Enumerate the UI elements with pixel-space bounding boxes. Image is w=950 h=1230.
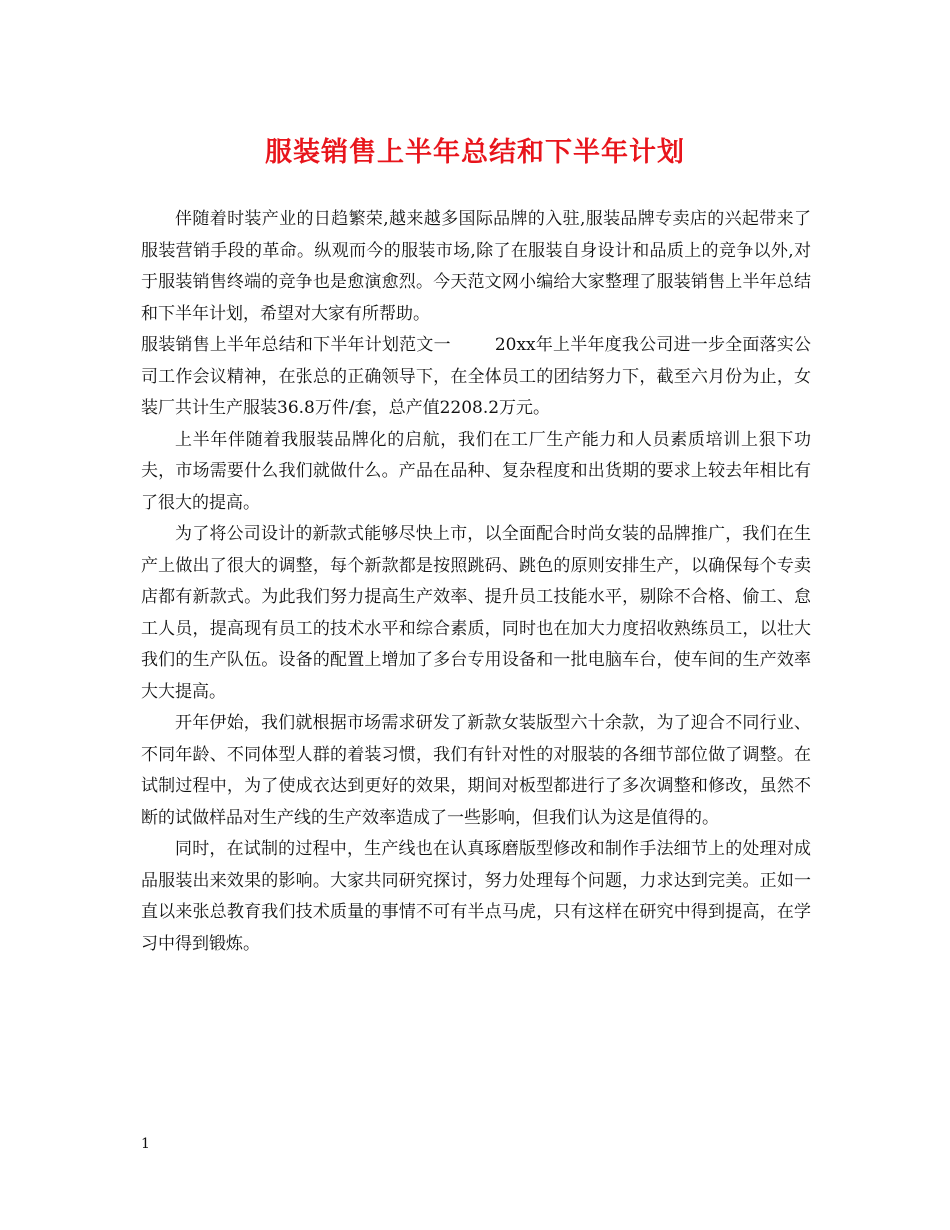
- sample-heading: 服装销售上半年总结和下半年计划范文一: [141, 335, 451, 355]
- document-title: 服装销售上半年总结和下半年计划: [265, 137, 685, 168]
- intro-paragraph: 伴随着时装产业的日趋繁荣,越来越多国际品牌的入驻,服装品牌专卖店的兴起带来了服装营销手段的革命。纵观而今的服装市场,除了在服装自身设计和品质上的竞争以外,对于服装销售终端的竞争也是愈演愈烈。今天范文网小编给大家整理了服装销售上半年总结和下半年计划，希望对大家有所帮助。: [141, 209, 811, 324]
- body-paragraph: 上半年伴随着我服装品牌化的启航，我们在工厂生产能力和人员素质培训上狠下功夫，市场需要什么我们就做什么。产品在品种、复杂程度和出货期的要求上较去年相比有了很大的提高。: [141, 429, 811, 513]
- page-number: 1: [141, 1136, 150, 1152]
- body-paragraph: 为了将公司设计的新款式能够尽快上市，以全面配合时尚女装的品牌推广，我们在生产上做出了很大的调整，每个新款都是按照跳码、跳色的原则安排生产，以确保每个专卖店都有新款式。为此我们努力提高生产效率、提升员工技能水平，剔除不合格、偷工、怠工人员，提高现有员工的技术水平和综合素质，同时也在加大力度招收熟练员工，以壮大我们的生产队伍。设备的配置上增加了多台专用设备和一批电脑车台，使车间的生产效率大大提高。: [141, 524, 811, 702]
- body-paragraph: 开年伊始，我们就根据市场需求研发了新款女装版型六十余款，为了迎合不同行业、不同年龄、不同体型人群的着装习惯，我们有针对性的对服装的各细节部位做了调整。在试制过程中，为了使成衣达到更好的效果，期间对板型都进行了多次调整和修改，虽然不断的试做样品对生产线的生产效率造成了一些影响，但我们认为这是值得的。: [141, 713, 811, 828]
- body-paragraph: 同时，在试制的过程中，生产线也在认真琢磨版型修改和制作手法细节上的处理对成品服装出来效果的影响。大家共同研究探讨，努力处理每个问题，力求达到完美。正如一直以来张总教育我们技术质量的事情不可有半点马虎，只有这样在研究中得到提高，在学习中得到锻炼。: [141, 839, 811, 954]
- sample-text: 20xx年上半年度我公司进一步全面落实公司工作会议精神，在张总的正确领导下，在全体员工的团结努力下，截至六月份为止，女装厂共计生产服装36.8万件/套，总产值2208.2万元。: [141, 335, 812, 418]
- sample-paragraph: [141, 330, 811, 425]
- document-body: [141, 204, 811, 960]
